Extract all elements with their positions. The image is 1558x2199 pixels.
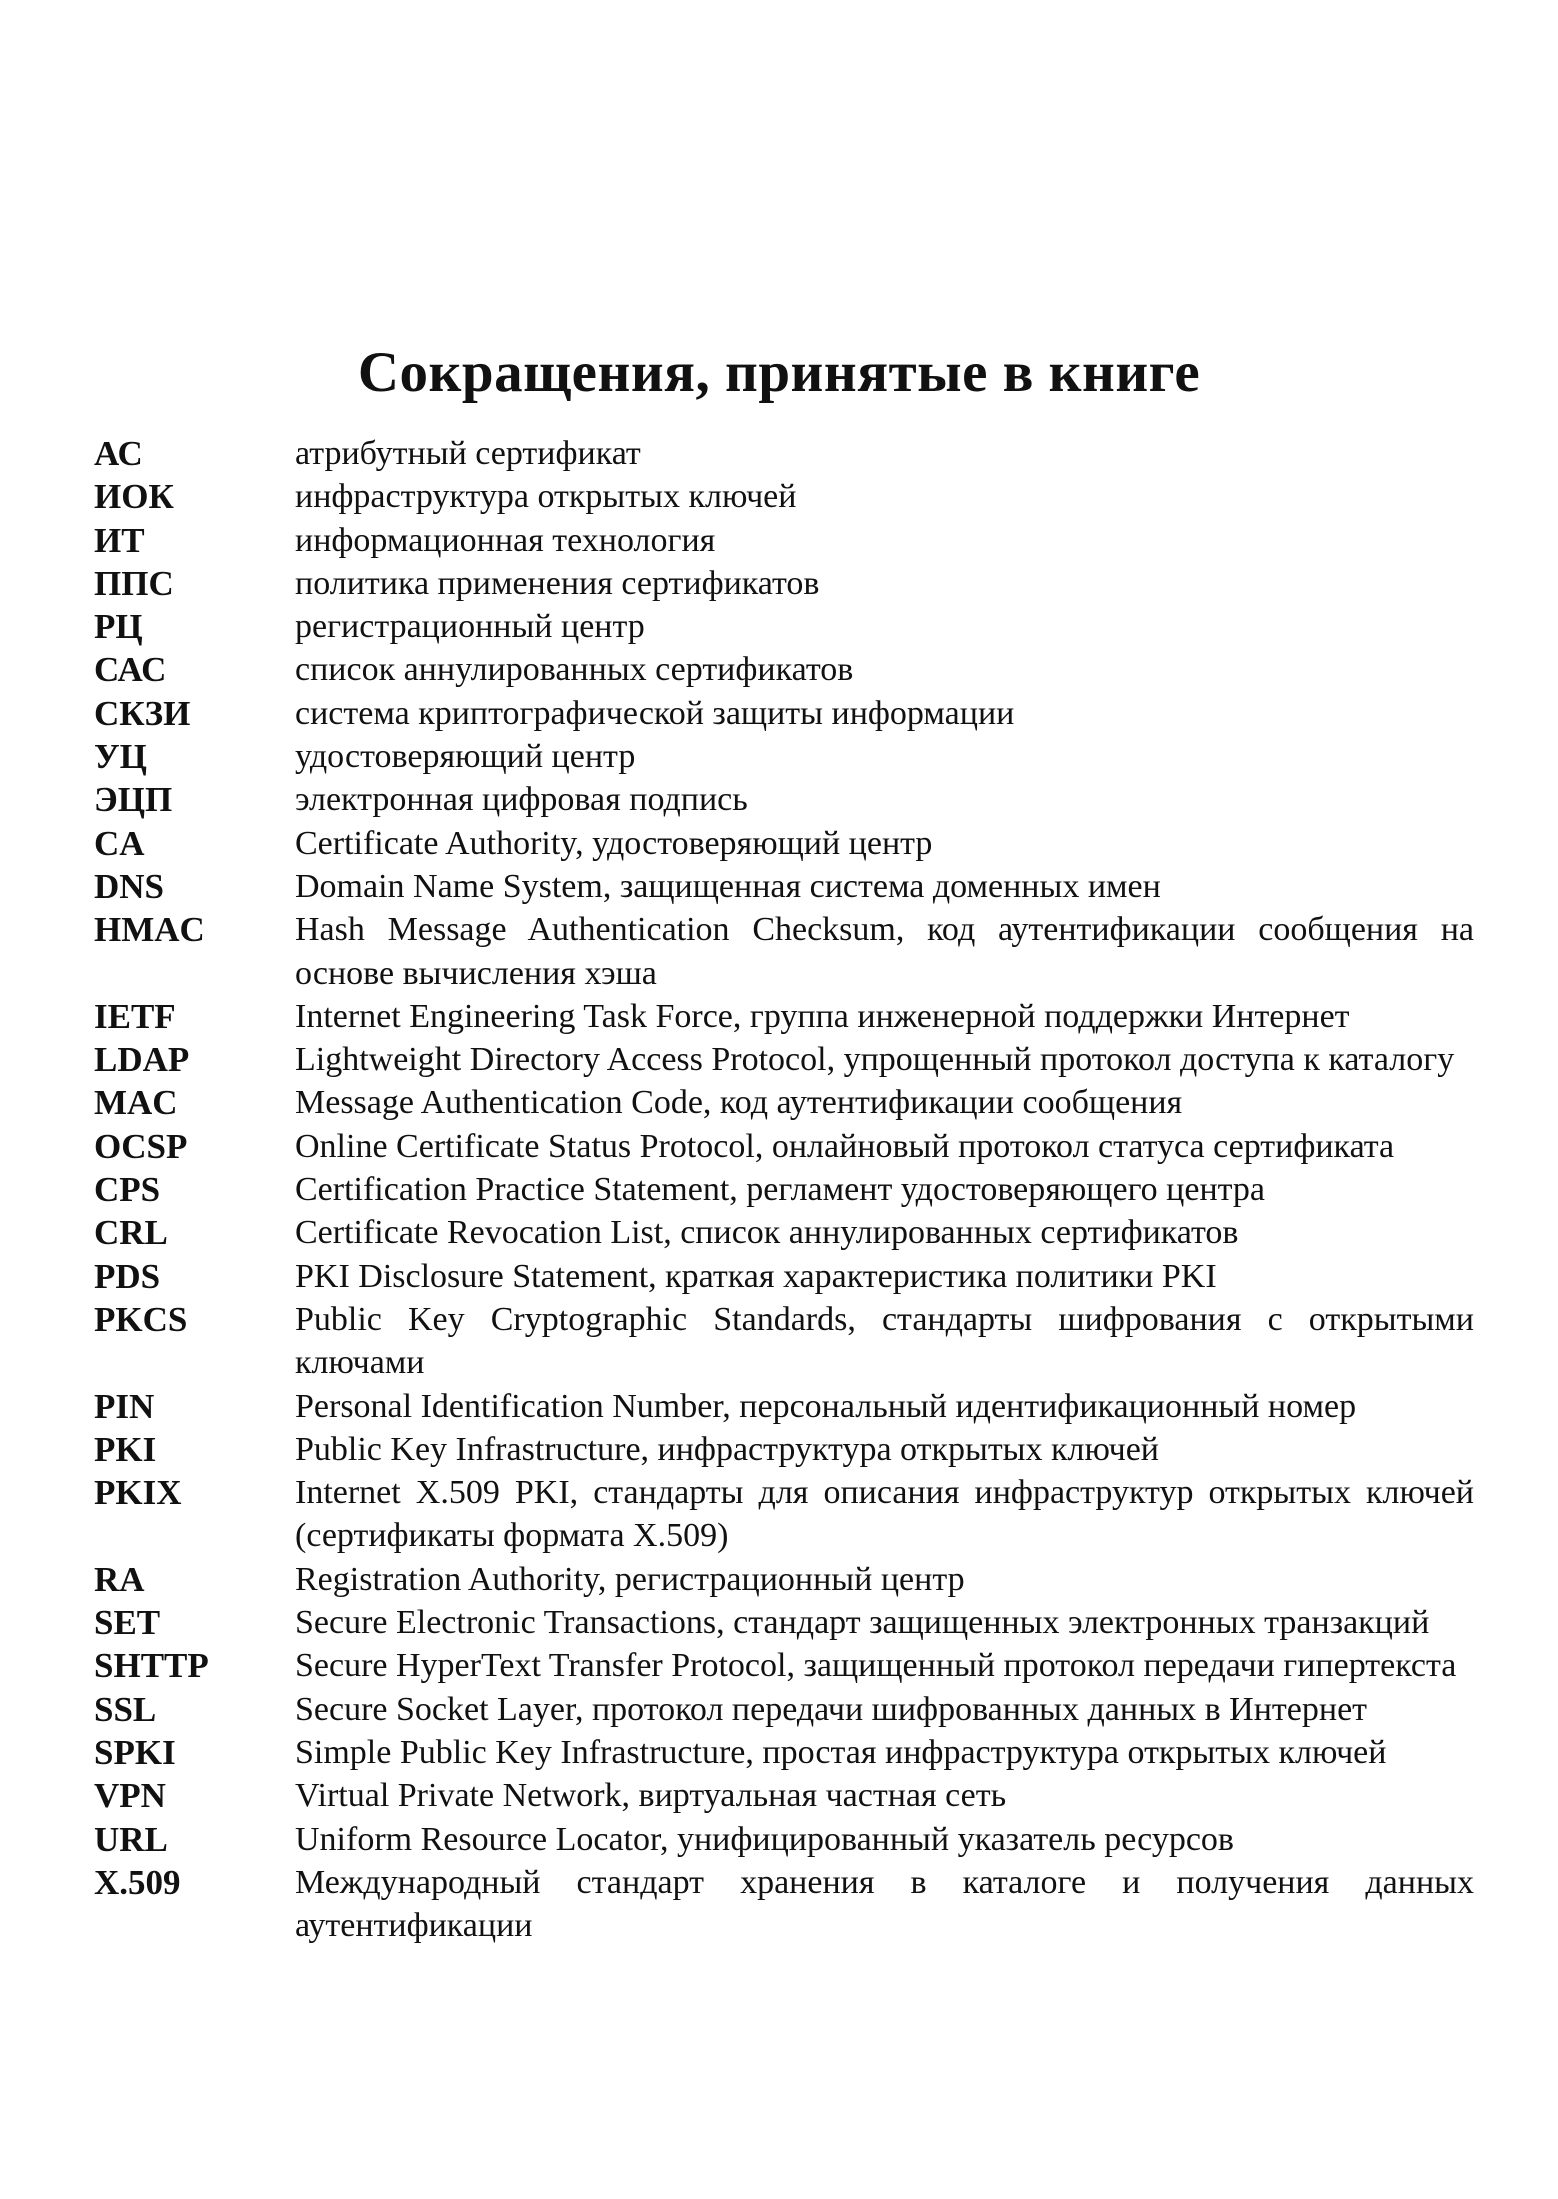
- abbreviation-entry: [94, 1644, 1474, 1687]
- abbreviation-definition: Международный стандарт хранения в каталоге и получения данных аутентификации: [295, 1863, 1474, 1945]
- abbreviation-entry: [94, 1211, 1474, 1254]
- abbreviation-entry: [94, 1255, 1474, 1298]
- abbreviation-term: АС: [94, 434, 143, 473]
- abbreviation-term: PKI: [94, 1429, 157, 1469]
- abbreviation-term: X.509: [94, 1862, 181, 1902]
- abbreviation-entry: [94, 1818, 1474, 1861]
- abbreviation-term: ЭЦП: [94, 780, 173, 820]
- abbreviation-entry: [94, 1125, 1474, 1168]
- abbreviation-entry: [94, 865, 1474, 908]
- abbreviation-entry: [94, 1298, 1474, 1385]
- abbreviation-term: LDAP: [94, 1040, 190, 1080]
- abbreviation-definition: Public Key Infrastructure, инфраструктура открытых ключей: [295, 1430, 1159, 1468]
- abbreviation-term: САС: [94, 650, 167, 690]
- abbreviation-definition: атрибутный сертификат: [295, 435, 641, 472]
- abbreviation-term: HMAC: [94, 910, 205, 950]
- abbreviation-entry: [94, 432, 1474, 475]
- abbreviation-term: СКЗИ: [94, 693, 191, 733]
- abbreviation-entry: [94, 519, 1474, 562]
- abbreviation-definition: Hash Message Authentication Checksum, код аутентификации сообщения на основе вычисления хэша: [295, 911, 1474, 992]
- abbreviation-entry: [94, 822, 1474, 865]
- abbreviation-entry: [94, 605, 1474, 648]
- abbreviation-term: PDS: [94, 1256, 161, 1296]
- abbreviation-entry: [94, 1861, 1474, 1948]
- abbreviation-term: ИОК: [94, 477, 174, 517]
- abbreviation-term: PKCS: [94, 1299, 188, 1339]
- abbreviation-term: РЦ: [94, 607, 143, 647]
- abbreviation-term: SET: [94, 1603, 161, 1643]
- abbreviation-term: IETF: [94, 996, 176, 1036]
- abbreviation-definition: PKI Disclosure Statement, краткая характеристика политики PKI: [295, 1257, 1217, 1295]
- abbreviation-definition: регистрационный центр: [295, 608, 645, 646]
- abbreviation-entry: [94, 692, 1474, 735]
- abbreviation-entry: [94, 1428, 1474, 1471]
- abbreviation-term: URL: [94, 1819, 168, 1859]
- abbreviation-entry: [94, 562, 1474, 605]
- abbreviation-definition: электронная цифровая подпись: [295, 781, 748, 819]
- abbreviation-definition: Registration Authority, регистрационный центр: [295, 1560, 965, 1598]
- abbreviation-entry: [94, 1081, 1474, 1124]
- abbreviation-definition: Virtual Private Network, виртуальная частная сеть: [295, 1777, 1007, 1815]
- abbreviation-definition: удостоверяющий центр: [295, 738, 636, 776]
- abbreviation-entry: [94, 1688, 1474, 1731]
- abbreviation-term: PIN: [94, 1386, 155, 1426]
- abbreviation-entry: [94, 648, 1474, 691]
- abbreviation-entry: [94, 475, 1474, 518]
- abbreviation-term: RA: [94, 1559, 145, 1599]
- abbreviation-definition: Message Authentication Code, код аутентификации сообщения: [295, 1084, 1183, 1122]
- abbreviation-definition: Domain Name System, защищенная система доменных имен: [295, 867, 1161, 905]
- abbreviation-term: VPN: [94, 1776, 166, 1816]
- abbreviations-list: [94, 432, 1474, 1947]
- abbreviation-term: ППС: [94, 563, 174, 603]
- abbreviation-entry: [94, 735, 1474, 778]
- abbreviation-definition: список аннулированных сертификатов: [295, 651, 854, 689]
- abbreviation-definition: Public Key Cryptographic Standards, стандарты шифрования с открытыми ключами: [295, 1300, 1474, 1382]
- abbreviation-term: DNS: [94, 866, 165, 906]
- abbreviation-definition: Secure Socket Layer, протокол передачи шифрованных данных в Интернет: [295, 1690, 1368, 1728]
- abbreviation-term: УЦ: [94, 737, 147, 777]
- abbreviation-entry: [94, 908, 1474, 995]
- abbreviation-definition: Certification Practice Statement, регламент удостоверяющего центра: [295, 1171, 1266, 1209]
- abbreviation-definition: Internet X.509 PKI, стандарты для описания инфраструктур открытых ключей (сертификаты формата X.509): [295, 1474, 1474, 1555]
- abbreviation-definition: информационная технология: [295, 521, 716, 559]
- abbreviation-entry: [94, 1558, 1474, 1601]
- abbreviation-definition: Uniform Resource Locator, унифицированный указатель ресурсов: [295, 1820, 1234, 1858]
- abbreviation-term: CRL: [94, 1213, 168, 1253]
- abbreviation-definition: Personal Identification Number, персональный идентификационный номер: [295, 1387, 1357, 1425]
- abbreviation-term: CA: [94, 823, 145, 863]
- abbreviation-definition: Secure HyperText Transfer Protocol, защищенный протокол передачи гипертекста: [295, 1647, 1457, 1685]
- abbreviation-entry: [94, 1168, 1474, 1211]
- abbreviation-definition: Simple Public Key Infrastructure, простая инфраструктура открытых ключей: [295, 1733, 1387, 1771]
- abbreviation-entry: [94, 1385, 1474, 1428]
- abbreviation-term: CPS: [94, 1170, 161, 1210]
- abbreviation-definition: Internet Engineering Task Force, группа инженерной поддержки Интернет: [295, 997, 1350, 1035]
- abbreviation-term: SSL: [94, 1689, 157, 1729]
- page-title: Сокращения, принятые в книге: [357, 341, 1201, 404]
- abbreviation-term: MAC: [94, 1083, 178, 1123]
- abbreviation-entry: [94, 1601, 1474, 1644]
- abbreviation-definition: Online Certificate Status Protocol, онлайновый протокол статуса сертификата: [295, 1127, 1395, 1165]
- abbreviation-entry: [94, 778, 1474, 821]
- abbreviation-entry: [94, 1774, 1474, 1817]
- abbreviation-term: PKIX: [94, 1473, 182, 1513]
- abbreviation-definition: система криптографической защиты информации: [295, 694, 1015, 732]
- abbreviation-entry: [94, 1471, 1474, 1558]
- abbreviation-entry: [94, 1038, 1474, 1081]
- abbreviation-definition: Certificate Revocation List, список аннулированных сертификатов: [295, 1214, 1239, 1252]
- abbreviation-definition: инфраструктура открытых ключей: [295, 478, 797, 516]
- abbreviation-entry: [94, 1731, 1474, 1774]
- abbreviation-definition: Secure Electronic Transactions, стандарт защищенных электронных транзакций: [295, 1604, 1430, 1642]
- abbreviation-entry: [94, 995, 1474, 1038]
- abbreviation-term: ИТ: [94, 520, 145, 560]
- abbreviation-definition: политика применения сертификатов: [295, 564, 820, 602]
- abbreviation-term: OCSP: [94, 1126, 188, 1166]
- abbreviation-definition: Certificate Authority, удостоверяющий центр: [295, 824, 933, 862]
- abbreviation-term: SHTTP: [94, 1646, 209, 1686]
- abbreviation-term: SPKI: [94, 1732, 176, 1772]
- abbreviation-definition: Lightweight Directory Access Protocol, упрощенный протокол доступа к каталогу: [295, 1041, 1455, 1079]
